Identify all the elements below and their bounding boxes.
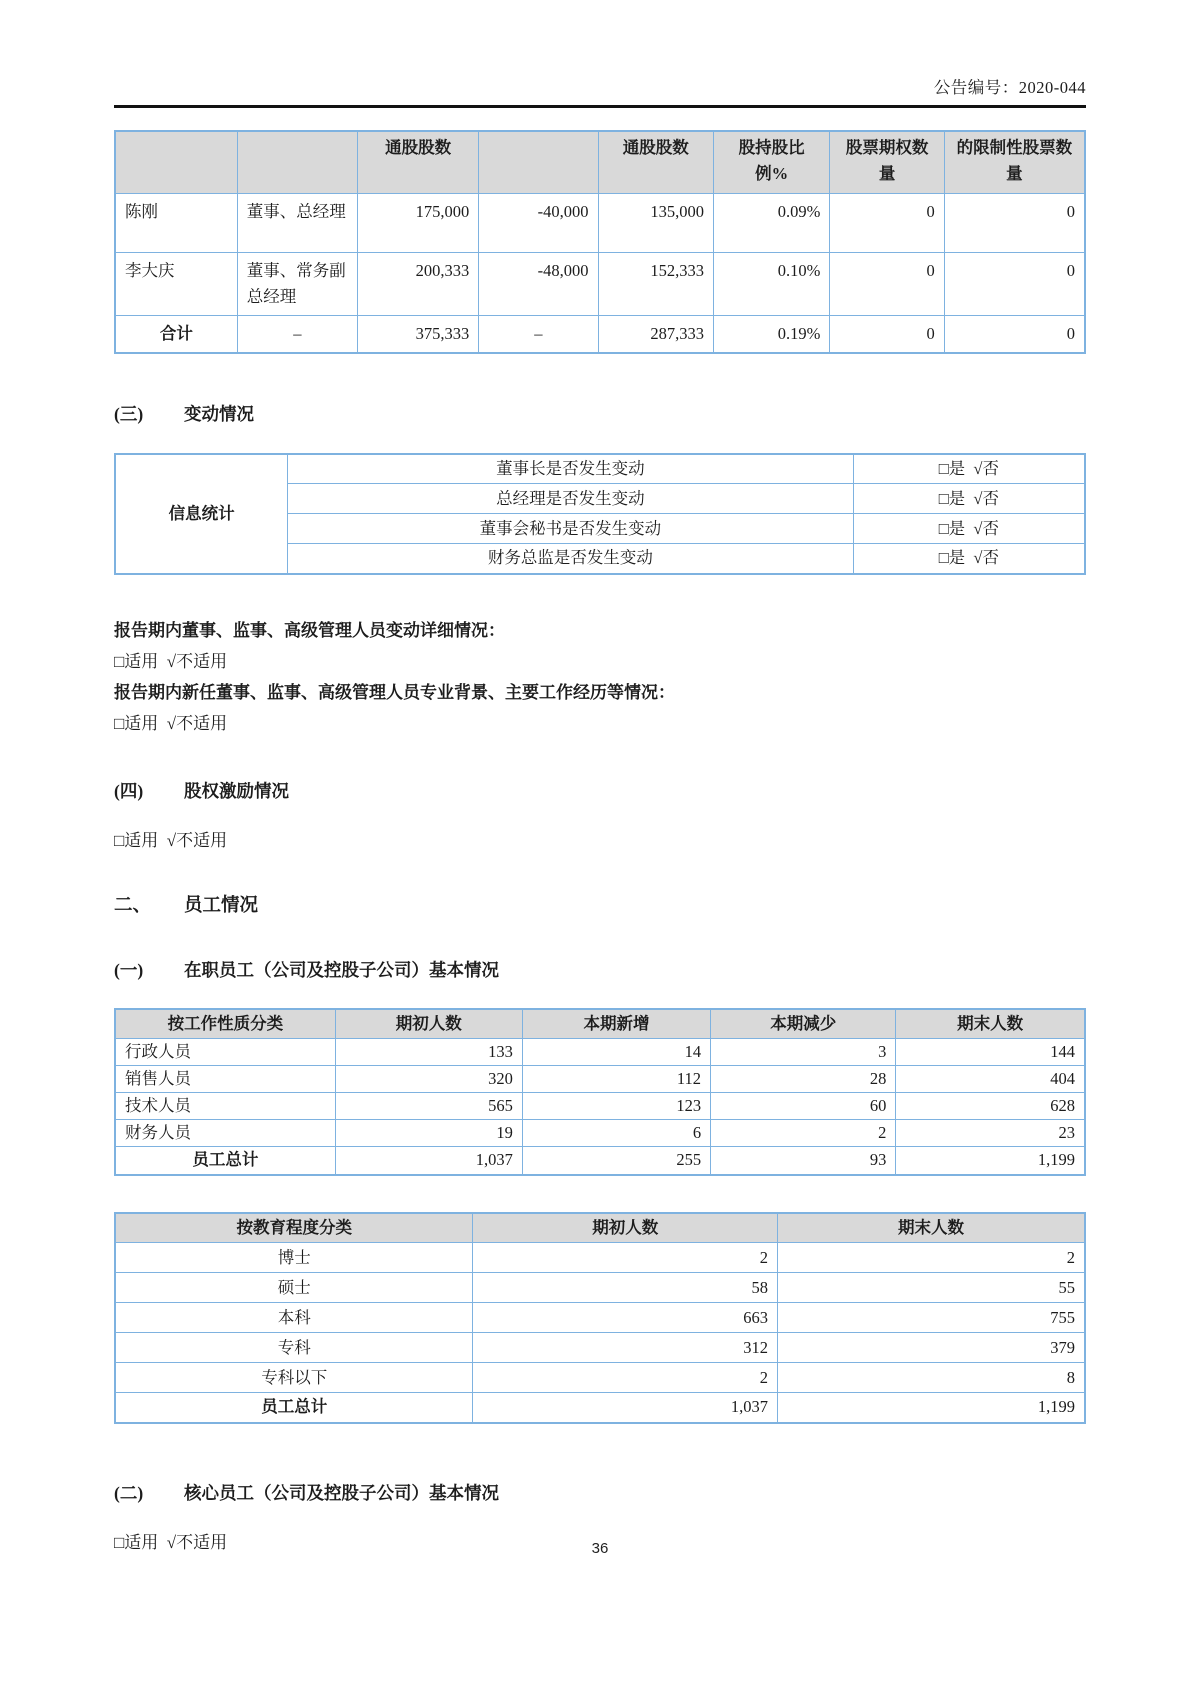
- edu-category: 专科以下: [115, 1363, 473, 1393]
- begin-count: 58: [473, 1273, 778, 1303]
- table-total-row: [115, 1393, 1085, 1423]
- begin-count: 2: [473, 1363, 778, 1393]
- exec-role: 董事、常务副总经理: [237, 252, 357, 315]
- end-count: 379: [778, 1333, 1086, 1363]
- header-cell: [479, 131, 598, 193]
- table-row: [115, 1093, 1085, 1120]
- begin-count: 663: [473, 1303, 778, 1333]
- header-cell: 的限制性股票数量: [944, 131, 1085, 193]
- answer-cell: □是 √否: [853, 454, 1085, 484]
- header-cell: 按工作性质分类: [115, 1009, 335, 1039]
- reduced-count: 28: [711, 1066, 896, 1093]
- total-end: 1,199: [896, 1147, 1085, 1175]
- added-count: 112: [522, 1066, 710, 1093]
- end-count: 628: [896, 1093, 1085, 1120]
- job-category: 技术人员: [115, 1093, 335, 1120]
- header-cell: 期初人数: [335, 1009, 522, 1039]
- header-cell: 通股股数: [357, 131, 478, 193]
- options-count: 0: [830, 193, 944, 252]
- header-cell: 期初人数: [473, 1213, 778, 1243]
- info-stat-label: 信息统计: [115, 454, 288, 574]
- section-number: (四): [114, 780, 144, 801]
- job-category: 销售人员: [115, 1066, 335, 1093]
- table-row: [115, 1273, 1085, 1303]
- header-cell: 按教育程度分类: [115, 1213, 473, 1243]
- table-row: [115, 454, 1085, 484]
- total-change-dash: –: [479, 315, 598, 353]
- table-row: [115, 252, 1085, 315]
- shares-begin: 200,333: [357, 252, 478, 315]
- answer-cell: □是 √否: [853, 514, 1085, 544]
- answer-cell: □是 √否: [853, 544, 1085, 574]
- table-row: [115, 1066, 1085, 1093]
- total-options: 0: [830, 315, 944, 353]
- total-restricted: 0: [944, 315, 1085, 353]
- begin-count: 320: [335, 1066, 522, 1093]
- total-end: 1,199: [778, 1393, 1086, 1423]
- applicability-line: □适用 √不适用: [114, 651, 228, 671]
- shares-end: 135,000: [598, 193, 713, 252]
- question-cell: 财务总监是否发生变动: [288, 544, 854, 574]
- section-heading-active-employees: [114, 957, 1086, 982]
- end-count: 2: [778, 1243, 1086, 1273]
- header-cell: 期末人数: [778, 1213, 1086, 1243]
- applicability-line: □适用 √不适用: [114, 713, 228, 733]
- table-total-row: [115, 315, 1085, 353]
- begin-count: 133: [335, 1039, 522, 1066]
- added-count: 14: [522, 1039, 710, 1066]
- header-cell: 本期新增: [522, 1009, 710, 1039]
- applicability-line: □适用 √不适用: [114, 1532, 228, 1552]
- header-rule: [114, 105, 1086, 108]
- header-cell: 期末人数: [896, 1009, 1085, 1039]
- begin-count: 565: [335, 1093, 522, 1120]
- answer-cell: □是 √否: [853, 484, 1085, 514]
- total-added: 255: [522, 1147, 710, 1175]
- section-title: 核心员工（公司及控股子公司）基本情况: [184, 1482, 499, 1503]
- total-shares-end: 287,333: [598, 315, 713, 353]
- job-category: 财务人员: [115, 1120, 335, 1147]
- header-cell: [115, 131, 237, 193]
- added-count: 6: [522, 1120, 710, 1147]
- info-statistics-table: [114, 453, 1086, 575]
- header-cell: [237, 131, 357, 193]
- table-row: [115, 1303, 1085, 1333]
- section-heading-core-employees: [114, 1480, 1086, 1505]
- exec-shareholding-table: [114, 130, 1086, 354]
- table-header-row: [115, 1213, 1085, 1243]
- employees-by-job-table: [114, 1008, 1086, 1176]
- new-appointee-heading: 报告期内新任董事、监事、高级管理人员专业背景、主要工作经历等情况：: [114, 682, 675, 702]
- restricted-count: 0: [944, 193, 1085, 252]
- table-row: [115, 1333, 1085, 1363]
- table-row: [115, 193, 1085, 252]
- section-title: 变动情况: [184, 403, 254, 424]
- applicability-line: □适用 √不适用: [114, 830, 228, 850]
- page-content: [114, 0, 1086, 1557]
- section-number: (一): [114, 959, 144, 980]
- section-title: 员工情况: [184, 895, 259, 916]
- table-row: [115, 1363, 1085, 1393]
- edu-category: 硕士: [115, 1273, 473, 1303]
- hold-ratio: 0.10%: [713, 252, 829, 315]
- begin-count: 19: [335, 1120, 522, 1147]
- reduced-count: 3: [711, 1039, 896, 1066]
- hold-ratio: 0.09%: [713, 193, 829, 252]
- question-cell: 董事会秘书是否发生变动: [288, 514, 854, 544]
- section-number: (三): [114, 403, 144, 424]
- table-row: [115, 1120, 1085, 1147]
- section-heading-changes: [114, 401, 1086, 426]
- job-category: 行政人员: [115, 1039, 335, 1066]
- total-label: 合计: [115, 315, 237, 353]
- table-header-row: [115, 131, 1085, 193]
- reduced-count: 60: [711, 1093, 896, 1120]
- total-hold-ratio: 0.19%: [713, 315, 829, 353]
- end-count: 755: [778, 1303, 1086, 1333]
- table-total-row: [115, 1147, 1085, 1175]
- added-count: 123: [522, 1093, 710, 1120]
- exec-role: 董事、总经理: [237, 193, 357, 252]
- total-reduced: 93: [711, 1147, 896, 1175]
- total-begin: 1,037: [473, 1393, 778, 1423]
- section-number: (二): [114, 1482, 144, 1503]
- section-heading-equity-incentive: [114, 778, 1086, 803]
- edu-category: 专科: [115, 1333, 473, 1363]
- shares-end: 152,333: [598, 252, 713, 315]
- page-number: 36: [591, 1540, 609, 1557]
- shares-change: -48,000: [479, 252, 598, 315]
- begin-count: 2: [473, 1243, 778, 1273]
- end-count: 144: [896, 1039, 1085, 1066]
- section-number: 二、: [114, 895, 152, 916]
- header-cell: 通股股数: [598, 131, 713, 193]
- table-row: [115, 1243, 1085, 1273]
- employees-by-education-table: [114, 1212, 1086, 1424]
- section-heading-employees: [114, 891, 1086, 917]
- table-header-row: [115, 1009, 1085, 1039]
- total-begin: 1,037: [335, 1147, 522, 1175]
- section-title: 股权激励情况: [184, 780, 289, 801]
- total-label: 员工总计: [115, 1147, 335, 1175]
- change-detail-heading: 报告期内董事、监事、高级管理人员变动详细情况：: [114, 620, 505, 640]
- shares-begin: 175,000: [357, 193, 478, 252]
- restricted-count: 0: [944, 252, 1085, 315]
- end-count: 8: [778, 1363, 1086, 1393]
- header-cell: 本期减少: [711, 1009, 896, 1039]
- edu-category: 本科: [115, 1303, 473, 1333]
- change-details-block: [114, 615, 1086, 739]
- end-count: 404: [896, 1066, 1085, 1093]
- edu-category: 博士: [115, 1243, 473, 1273]
- exec-name: 李大庆: [115, 252, 237, 315]
- doc-number: 公告编号：2020-044: [933, 78, 1086, 97]
- end-count: 55: [778, 1273, 1086, 1303]
- begin-count: 312: [473, 1333, 778, 1363]
- total-label: 员工总计: [115, 1393, 473, 1423]
- reduced-count: 2: [711, 1120, 896, 1147]
- table-row: [115, 1039, 1085, 1066]
- shares-change: -40,000: [479, 193, 598, 252]
- header-cell: 股票期权数量: [830, 131, 944, 193]
- question-cell: 总经理是否发生变动: [288, 484, 854, 514]
- section-title: 在职员工（公司及控股子公司）基本情况: [184, 959, 499, 980]
- question-cell: 董事长是否发生变动: [288, 454, 854, 484]
- header-cell: 股持股比例%: [713, 131, 829, 193]
- end-count: 23: [896, 1120, 1085, 1147]
- total-shares-begin: 375,333: [357, 315, 478, 353]
- exec-name: 陈刚: [115, 193, 237, 252]
- total-role-dash: –: [237, 315, 357, 353]
- options-count: 0: [830, 252, 944, 315]
